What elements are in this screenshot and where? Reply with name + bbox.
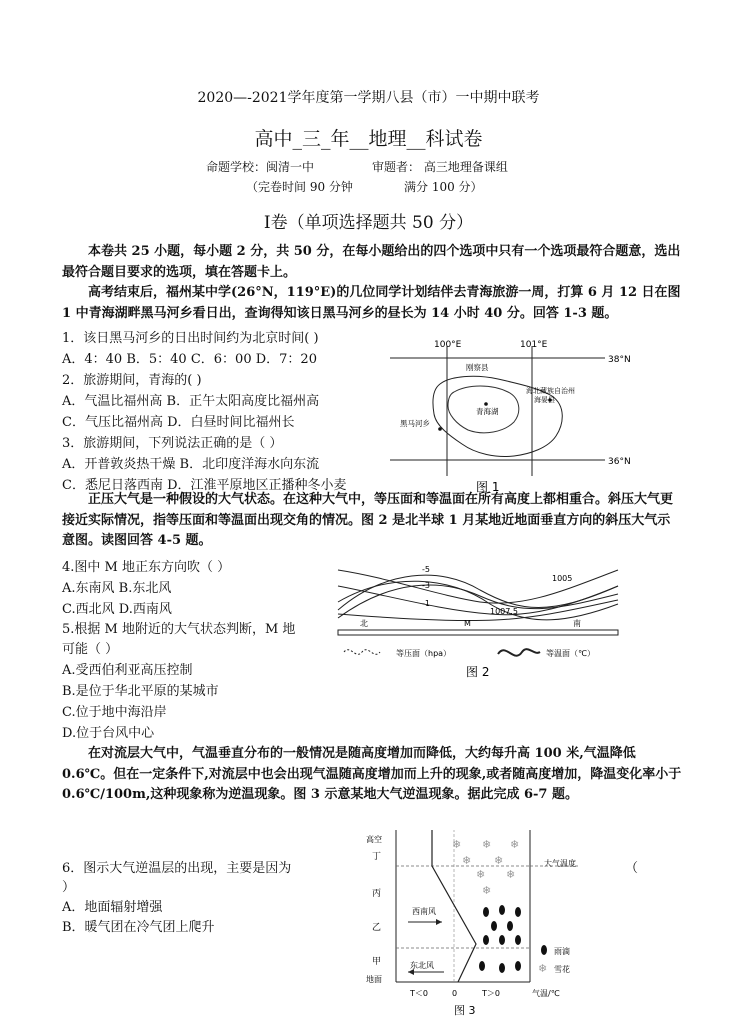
section-intro: 本卷共 25 小题，每小题 2 分，共 50 分，在每小题给出的四个选项中只有一个选项最符合题意，选出最符合题目要求的选项，填在答题卡上。 <box>62 244 681 280</box>
fig2-south: 南 <box>573 619 581 628</box>
q6-stem: 6．图示大气逆温层的出现，主要是因为 <box>62 861 292 876</box>
q3-stem: 3．旅游期间，下列说法正确的是（ ） <box>62 436 283 451</box>
fig1-place-haiyan: 海晏县 <box>534 396 555 404</box>
q1-options: A．4：40 B．5：40 C．6：00 D．7：20 <box>62 352 317 367</box>
q4-options-ab: A.东南风 B.东北风 <box>62 581 172 596</box>
fig1-lat-38: 38°N <box>608 355 631 365</box>
reviewer: 审题者： 高三地理备课组 <box>372 160 508 174</box>
fig1-place-gangcha: 刚察县 <box>466 363 489 372</box>
fig3-legend-raindrop-icon <box>541 945 547 955</box>
q3-options-ab: A．开普敦炎热干燥 B．北印度洋海水向东流 <box>62 457 320 472</box>
section-title: Ⅰ卷（单项选择题共 50 分） <box>263 213 474 233</box>
q6-option-a: A．地面辐射增强 <box>62 900 163 915</box>
fig3-legend-rain: 雨滴 <box>554 947 570 956</box>
figure-2-diagram <box>330 556 625 684</box>
fig1-lon-100: 100°E <box>434 340 462 350</box>
svg-text:❄: ❄ <box>510 838 520 851</box>
fig2-point-m: M <box>464 619 471 628</box>
q5-option-b: B.是位于华北平原的某城市 <box>62 684 219 699</box>
fig2-legend-temperature: 等温面（℃） <box>546 649 595 658</box>
fig3-label-top: 高空 <box>366 835 382 844</box>
q6-bracket-open: （ <box>625 861 639 876</box>
q4-stem: 4.图中 M 地正东方向吹（ ） <box>62 560 231 575</box>
fig3-xlabel: 气温/℃ <box>532 989 560 998</box>
q4-options-cd: C.西北风 D.西南风 <box>62 602 172 617</box>
svg-text:❄: ❄ <box>452 838 462 851</box>
fig1-lon-101: 101°E <box>520 340 548 350</box>
fig2-isobar-1005: 1005 <box>552 574 573 583</box>
q2-stem: 2．旅游期间，青海的( ) <box>62 373 202 388</box>
q5-option-c: C.位于地中海沿岸 <box>62 705 167 720</box>
subject-title: 高中_三_年__地理__科试卷 <box>254 128 483 150</box>
fig2-isotherm-m1: -1 <box>422 599 430 608</box>
q5-stem-2: 可能（ ） <box>62 642 119 657</box>
q5-option-d: D.位于台风中心 <box>62 726 155 741</box>
passage-3: 在对流层大气中，气温垂直分布的一般情况是随高度增加而降低，大约每升高 100 米,气温降低 0.6℃。但在一定条件下,对流层中也会出现气温随高度增加而上升的现象,或者随高度增加，降温变化率小于 0.6℃/100m,这种现象称为逆温现象。图 3 示意某地大气逆温现象。据此完成 6-7 题。 <box>62 746 682 802</box>
exam-title: 2020—-2021学年度第一学期八县（市）一中期中联考 <box>197 90 540 106</box>
svg-text:❄: ❄ <box>482 884 492 897</box>
q1-stem: 1．该日黑马河乡的日出时间约为北京时间( ) <box>62 331 319 346</box>
q6-bracket-close: ） <box>62 880 76 895</box>
fig1-lat-36: 36°N <box>608 457 631 467</box>
fig3-temp-label: 大气温度 <box>544 859 576 868</box>
fig3-ne-wind: 东北风 <box>410 961 434 970</box>
fig3-axis-zero: 0 <box>452 989 458 998</box>
fig3-raindrops <box>479 905 521 973</box>
fig3-legend-snow: 雪花 <box>554 965 570 974</box>
fig3-snowflakes <box>452 838 519 897</box>
svg-text:❄: ❄ <box>506 868 516 881</box>
fig2-isobar-10075: 1007.5 <box>490 607 518 616</box>
fig3-layer-jia: 甲 <box>372 957 382 967</box>
q6-option-b: B．暖气团在冷气团上爬升 <box>62 920 215 935</box>
fig2-north: 北 <box>360 619 368 628</box>
q3-options-cd: C．悉尼日落西南 D．江淮平原地区正播种冬小麦 <box>62 478 347 493</box>
figure-1-map <box>380 336 640 494</box>
svg-text:❄: ❄ <box>494 854 504 867</box>
setter-school: 命题学校：闽清一中 <box>206 160 315 174</box>
fig2-caption: 图 2 <box>466 665 490 679</box>
q5-option-a: A.受西伯利亚高压控制 <box>62 663 193 678</box>
fig3-axis-t-greater: T＞0 <box>482 989 500 998</box>
svg-text:❄: ❄ <box>476 868 486 881</box>
fig1-place-heimahe: 黑马河乡 <box>400 419 430 428</box>
svg-text:❄: ❄ <box>482 838 492 851</box>
fig3-layer-bing: 丙 <box>372 889 382 899</box>
fig1-lake-label: 青海湖 <box>476 407 499 416</box>
passage-1: 高考结束后，福州某中学(26°N，119°E)的几位同学计划结伴去青海旅游一周，打算 6 月 12 日在图 1 中青海湖畔黑马河乡看日出，查询得知该日黑马河乡的昼长为 14 小时 40 分。回答 1-3 题。 <box>62 285 681 321</box>
q2-options-cd: C．气压比福州高 D．白昼时间比福州长 <box>62 415 295 430</box>
svg-text:❄: ❄ <box>462 854 472 867</box>
fig2-isotherm-m5: -5 <box>422 565 430 574</box>
fig2-legend-pressure: 等压面（hpa） <box>396 649 452 658</box>
q5-stem-1: 5.根据 M 地附近的大气状态判断，M 地 <box>62 622 296 637</box>
fig3-sw-wind: 西南风 <box>412 907 436 916</box>
fig3-caption: 图 3 <box>454 1004 476 1017</box>
fig2-isotherm-m3: -3 <box>422 581 430 590</box>
fig3-axis-t-less: T＜0 <box>410 989 428 998</box>
fig1-place-haibei: 海北藏族自治州 <box>526 387 575 395</box>
fig3-label-ground: 地面 <box>366 975 382 984</box>
fig3-layer-ding: 丁 <box>372 852 382 862</box>
fig1-caption: 图 1 <box>476 480 500 494</box>
figure-3-diagram <box>358 826 613 1020</box>
fig3-layer-yi: 乙 <box>372 923 382 933</box>
fig3-legend-snowflake-icon: ❄ <box>538 962 548 975</box>
passage-2: 正压大气是一种假设的大气状态。在这种大气中，等压面和等温面在所有高度上都相重合。斜压大气更接近实际情况，指等压面和等温面出现交角的情况。图 2 是北半球 1 月某地近地面垂直方向的斜压大气示意图。读图回答 4-5 题。 <box>62 492 674 548</box>
exam-time: （完卷时间 90 分钟 <box>246 180 353 194</box>
full-score: 满分 100 分） <box>404 180 483 194</box>
q2-options-ab: A．气温比福州高 B．正午太阳高度比福州高 <box>62 394 320 409</box>
